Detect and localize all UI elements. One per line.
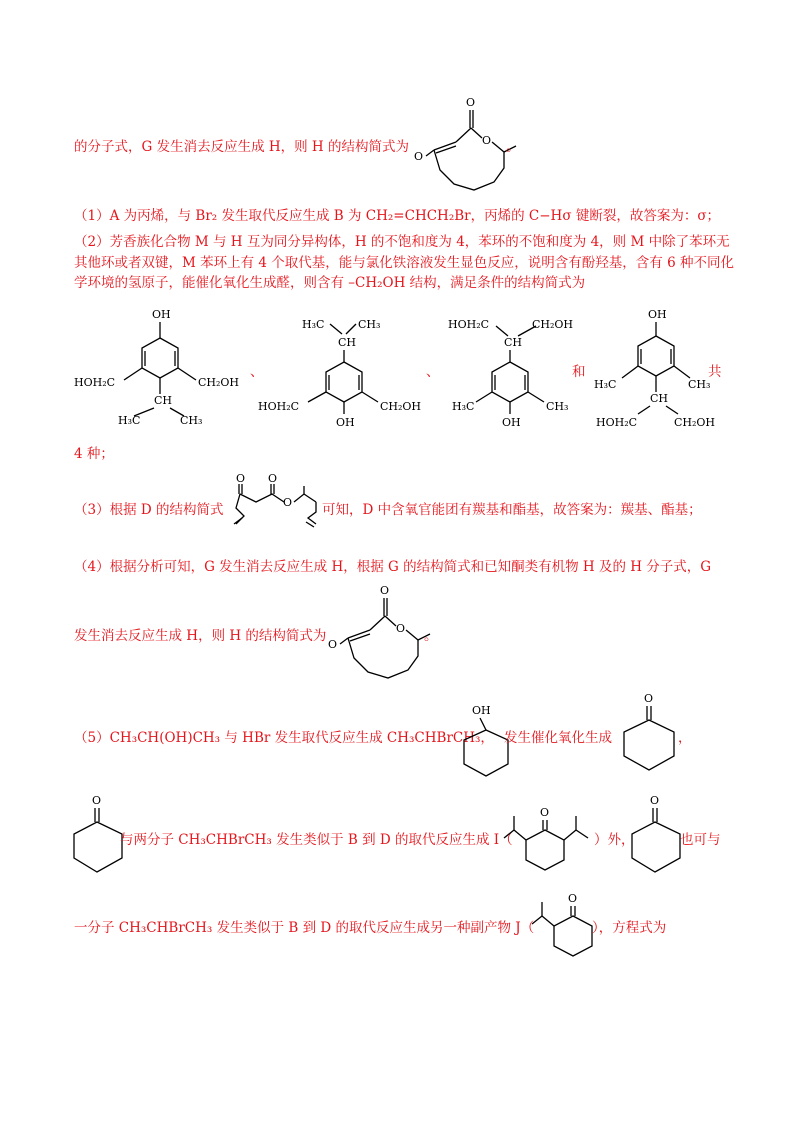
q5-h: ），方程式为 <box>592 920 667 936</box>
svg-text:O: O <box>650 794 660 807</box>
svg-text:CH: CH <box>650 392 669 405</box>
count-text: 4 种； <box>74 446 114 462</box>
line1-text: 的分子式，G 发生消去反应生成 H，则 H 的结构简式为 <box>74 139 409 155</box>
svg-text:CH: CH <box>338 336 357 349</box>
svg-text:O: O <box>540 806 550 819</box>
svg-text:OH: OH <box>152 308 171 321</box>
svg-text:CH: CH <box>504 336 523 349</box>
svg-text:O: O <box>396 622 406 635</box>
svg-text:O: O <box>644 692 654 705</box>
atom-o-ketone: O <box>414 150 424 163</box>
structure-i <box>498 806 594 878</box>
svg-text:HOH₂C: HOH₂C <box>448 318 490 331</box>
svg-text:CH₂OH: CH₂OH <box>380 400 422 413</box>
svg-text:OH: OH <box>502 416 521 429</box>
svg-text:CH: CH <box>154 394 173 407</box>
q3-before: （3）根据 D 的结构简式 <box>74 502 224 518</box>
q5-d: 与两分子 CH₃CHBrCH₃ 发生类似于 B 到 D 的取代反应生成 I（ <box>120 832 513 848</box>
aromatic-structure-1 <box>74 306 254 431</box>
svg-text:HOH₂C: HOH₂C <box>596 416 638 429</box>
cyclohexanone-1 <box>616 692 682 778</box>
sep-1: 、 <box>250 364 264 380</box>
q2-text: （2）芳香族化合物 M 与 H 互为同分异构体，H 的不饱和度为 4，苯环的不饱和度为 4，则 M 中除了苯环无其他环或者双键，M 苯环上有 4 个取代基，能与氯化铁溶液发生显色反应，说明含有酚羟基，含有 6 种不同化学环境的氢原子，能催化氧化生成醛，则含有 –CH₂OH 结构，满足条件的结构简式为 <box>74 234 734 291</box>
svg-text:CH₃: CH₃ <box>688 378 711 391</box>
svg-text:CH₂OH: CH₂OH <box>674 416 716 429</box>
svg-text:O: O <box>380 584 390 597</box>
line1-tail: 。 <box>506 139 520 155</box>
svg-text:CH₂OH: CH₂OH <box>198 376 240 389</box>
svg-text:O: O <box>92 794 102 807</box>
q4-line2: 发生消去反应生成 H，则 H 的结构简式为 <box>74 628 327 644</box>
svg-text:OH: OH <box>472 704 491 717</box>
svg-text:O: O <box>268 472 278 485</box>
svg-text:O: O <box>283 496 293 509</box>
svg-text:O: O <box>568 892 578 905</box>
aromatic-structure-2 <box>258 306 428 431</box>
svg-text:H₃C: H₃C <box>594 378 617 391</box>
svg-text:O: O <box>328 638 338 651</box>
q4-line1: （4）根据分析可知，G 发生消去反应生成 H，根据 G 的结构简式和已知酮类有机物 H 及的 H 分子式，G <box>74 559 712 575</box>
svg-text:CH₃: CH₃ <box>546 400 569 413</box>
svg-text:CH₂OH: CH₂OH <box>532 318 574 331</box>
q5-c: ， <box>678 730 692 746</box>
q3-after: 可知，D 中含氧官能团有羰基和酯基，故答案为：羰基、酯基； <box>322 502 702 518</box>
structure-h-bottom <box>326 580 436 690</box>
sep-and: 和 <box>572 364 586 380</box>
structure-j <box>530 892 600 964</box>
sep-gong: 共 <box>708 364 722 380</box>
q5-b: 发生催化氧化生成 <box>504 730 612 746</box>
aromatic-structure-4 <box>592 306 716 431</box>
svg-text:OH: OH <box>648 308 667 321</box>
atom-o-carbonyl: O <box>466 96 476 109</box>
svg-text:H₃C: H₃C <box>118 414 141 427</box>
q1-text: （1）A 为丙烯，与 Br₂ 发生取代反应生成 B 为 CH₂=CHCH₂Br，丙烯的 C−Hσ 键断裂，故答案为：σ； <box>74 208 721 224</box>
atom-o-ring: O <box>482 134 492 147</box>
svg-text:O: O <box>236 472 246 485</box>
svg-text:OH: OH <box>336 416 355 429</box>
q5-a: （5）CH₃CH(OH)CH₃ 与 HBr 发生取代反应生成 CH₃CHBrCH₃， <box>74 730 494 746</box>
svg-text:CH₃: CH₃ <box>358 318 381 331</box>
svg-text:H₃C: H₃C <box>452 400 475 413</box>
svg-text:HOH₂C: HOH₂C <box>258 400 300 413</box>
sep-2: 、 <box>426 364 440 380</box>
q5-f: 也可与 <box>680 832 721 848</box>
svg-text:H₃C: H₃C <box>302 318 325 331</box>
q5-e: ）外， <box>594 832 635 848</box>
q4-tail: 。 <box>424 628 438 644</box>
svg-text:CH₃: CH₃ <box>180 414 203 427</box>
structure-d <box>224 472 326 528</box>
q5-g: 一分子 CH₃CHBrCH₃ 发生类似于 B 到 D 的取代反应生成另一种副产物 J（ <box>74 920 535 936</box>
svg-text:HOH₂C: HOH₂C <box>74 376 116 389</box>
